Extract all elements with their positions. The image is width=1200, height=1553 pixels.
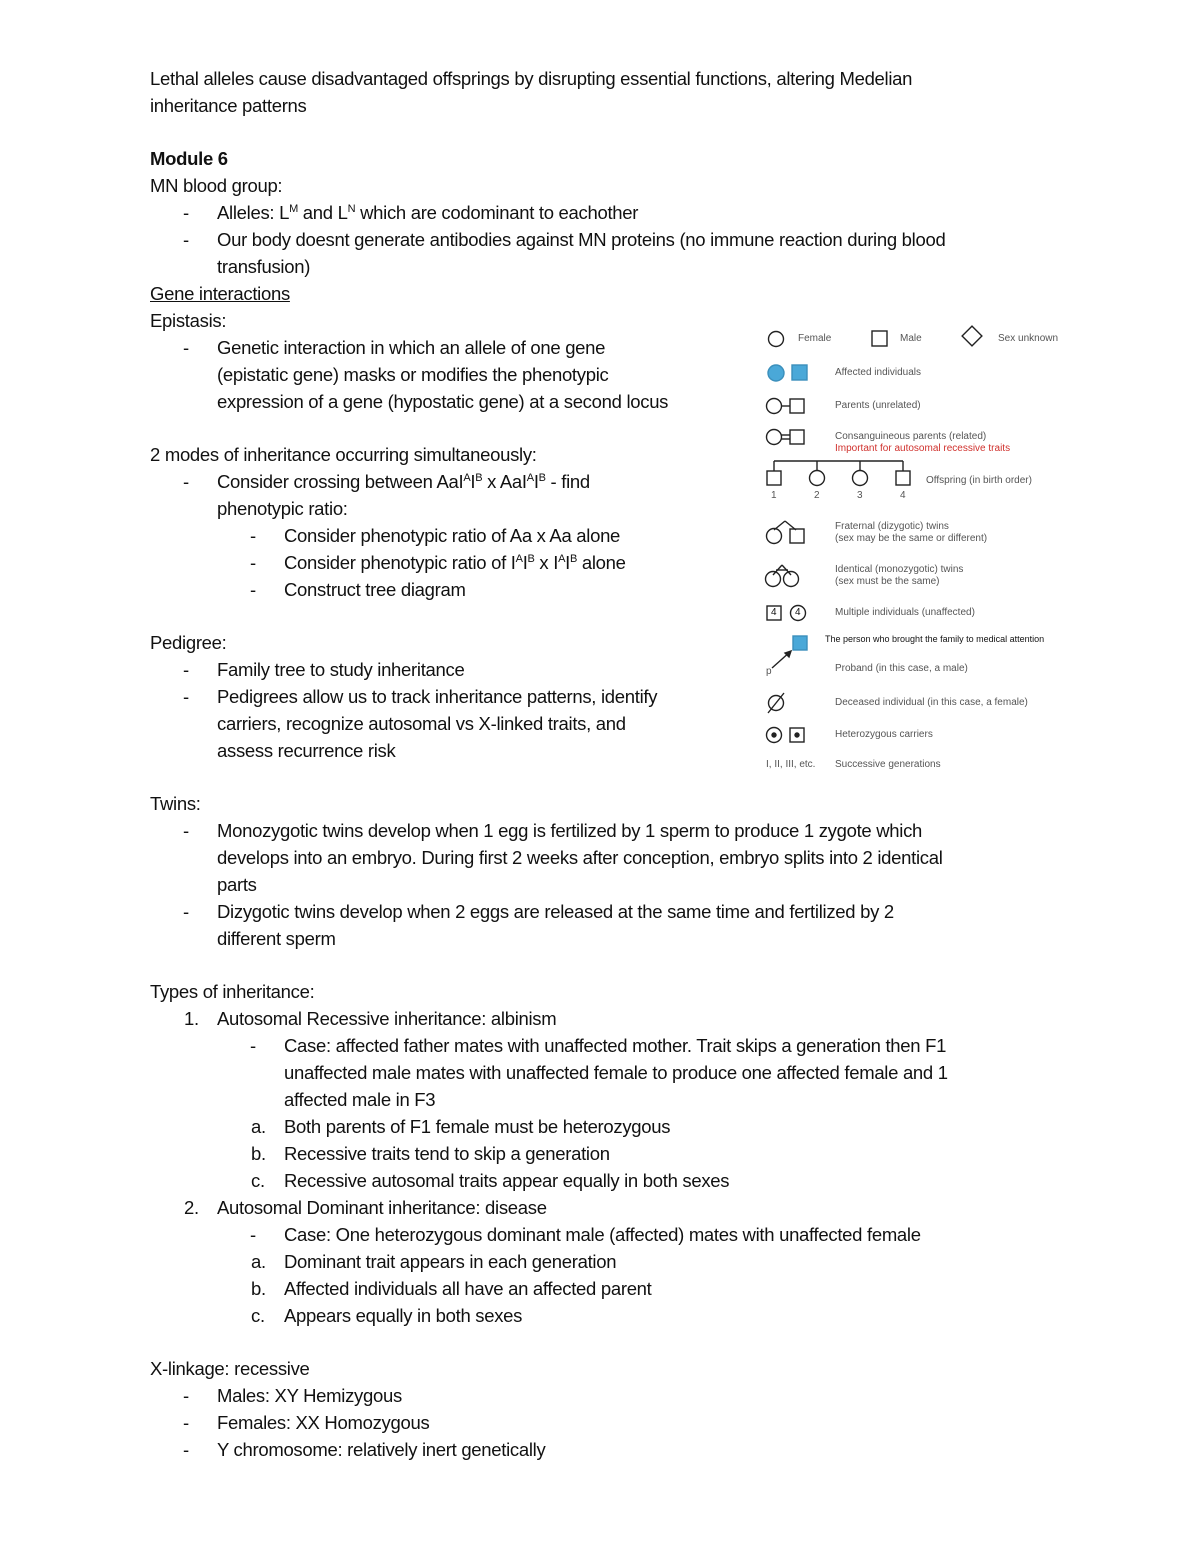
epistasis-heading: Epistasis: [150, 310, 227, 331]
bullet-dash: - [183, 202, 190, 223]
bullet-dash: - [183, 471, 190, 492]
cross-line-2: phenotypic ratio: [217, 498, 348, 519]
modes-heading: 2 modes of inheritance occurring simultaneously: [150, 444, 537, 465]
multiple-number-square: 4 [771, 607, 777, 618]
twins-di-line-2: different sperm [217, 928, 336, 949]
letter-c: c. [251, 1170, 265, 1191]
types-2c: Appears equally in both sexes [284, 1305, 523, 1326]
parent-female-symbol [767, 399, 782, 414]
xlink-b2: Females: XX Homozygous [217, 1412, 430, 1433]
legend-offspring: Offspring (in birth order) [926, 475, 1032, 486]
legend-affected: Affected individuals [835, 367, 921, 378]
case1-line-2: unaffected male mates with unaffected female to produce one affected female and 1 [284, 1062, 948, 1083]
types-item-2: Autosomal Dominant inheritance: disease [217, 1197, 547, 1218]
legend-fraternal-2: (sex may be the same or different) [835, 533, 988, 544]
letter-a: a. [251, 1251, 266, 1272]
xlink-heading: X-linkage: recessive [150, 1358, 310, 1379]
twins-mono-line-1: Monozygotic twins develop when 1 egg is fertilized by 1 sperm to produce 1 zygote which [217, 820, 923, 841]
unknown-sex-symbol [962, 326, 982, 346]
twins-mono-line-3: parts [217, 874, 257, 895]
pedigree-legend-figure [760, 325, 1080, 780]
pedigree-symbols [760, 325, 1080, 780]
offspring-number-4: 4 [900, 490, 906, 501]
bullet-dash: - [183, 686, 190, 707]
types-2a: Dominant trait appears in each generation [284, 1251, 617, 1272]
module-heading: Module 6 [150, 148, 228, 169]
list-number-2: 2. [184, 1197, 199, 1218]
bullet-dash: - [250, 1224, 257, 1245]
offspring-3-symbol [853, 471, 868, 486]
xlink-b3: Y chromosome: relatively inert genetically [217, 1439, 546, 1460]
intro-line-2: inheritance patterns [150, 95, 307, 116]
pedigree-b1: Family tree to study inheritance [217, 659, 465, 680]
letter-c: c. [251, 1305, 265, 1326]
types-1c: Recessive autosomal traits appear equally in both sexes [284, 1170, 730, 1191]
proband-symbol [793, 636, 807, 650]
case1-line-1: Case: affected father mates with unaffected mother. Trait skips a generation then F1 [284, 1035, 947, 1056]
legend-fraternal-1: Fraternal (dizygotic) twins [835, 521, 949, 532]
bullet-dash: - [250, 1035, 257, 1056]
proband-p-label: p [766, 666, 772, 677]
bullet-dash: - [250, 579, 257, 600]
bullet-dash: - [183, 659, 190, 680]
pedigree-b2-line-1: Pedigrees allow us to track inheritance patterns, identify [217, 686, 658, 707]
legend-female: Female [798, 333, 832, 344]
twins-heading: Twins: [150, 793, 201, 814]
bullet-dash: - [250, 525, 257, 546]
multiple-number-circle: 4 [795, 607, 801, 618]
mn-antibodies-line-2: transfusion) [217, 256, 311, 277]
offspring-2-symbol [810, 471, 825, 486]
letter-b: b. [251, 1143, 266, 1164]
case2-line: Case: One heterozygous dominant male (affected) mates with unaffected female [284, 1224, 921, 1245]
legend-identical-2: (sex must be the same) [835, 576, 940, 587]
offspring-1-symbol [767, 471, 781, 485]
bullet-dash: - [183, 1412, 190, 1433]
bullet-dash: - [183, 1385, 190, 1406]
epistasis-def-line-2: (epistatic gene) masks or modifies the phenotypic [217, 364, 609, 385]
pedigree-heading: Pedigree: [150, 632, 227, 653]
legend-generation-numerals: I, II, III, etc. [766, 759, 816, 770]
types-heading: Types of inheritance: [150, 981, 315, 1002]
twins-mono-line-2: develops into an embryo. During first 2 weeks after conception, embryo splits into 2 identical [217, 847, 943, 868]
legend-proband: Proband (in this case, a male) [835, 663, 968, 674]
sub-ab: Consider phenotypic ratio of $I^AI^B$ x $I^AI^B$ alone [284, 552, 626, 573]
epistasis-def-line-1: Genetic interaction in which an allele of one gene [217, 337, 606, 358]
consang-male-symbol [790, 430, 804, 444]
legend-generations: Successive generations [835, 759, 941, 770]
identical-twin-2 [784, 572, 799, 587]
cross-line-1: Consider crossing between $AaI^AI^B$ x $AaI^AI^B$ - find [217, 471, 590, 492]
consang-female-symbol [767, 430, 782, 445]
fraternal-twin-male [790, 529, 804, 543]
legend-sex-unknown: Sex unknown [998, 333, 1059, 344]
male-symbol [872, 331, 887, 346]
parent-male-symbol [790, 399, 804, 413]
bullet-dash: - [183, 1439, 190, 1460]
mn-antibodies-line-1: Our body doesnt generate antibodies against MN proteins (no immune reaction during blood [217, 229, 946, 250]
legend-identical-1: Identical (monozygotic) twins [835, 564, 964, 575]
bullet-dash: - [183, 820, 190, 841]
mn-alleles: Alleles: $L^M$ and $L^N$ which are codominant to eachother [217, 202, 639, 223]
offspring-number-3: 3 [857, 490, 863, 501]
legend-consanguineous: Consanguineous parents (related) [835, 431, 987, 442]
legend-parents: Parents (unrelated) [835, 400, 921, 411]
offspring-number-2: 2 [814, 490, 820, 501]
fraternal-twin-female [767, 529, 782, 544]
epistasis-def-line-3: expression of a gene (hypostatic gene) at a second locus [217, 391, 669, 412]
case1-line-3: affected male in F3 [284, 1089, 436, 1110]
legend-male: Male [900, 333, 922, 344]
types-1b: Recessive traits tend to skip a generation [284, 1143, 610, 1164]
pedigree-b2-line-3: assess recurrence risk [217, 740, 396, 761]
affected-male-symbol [792, 365, 807, 380]
bullet-dash: - [183, 229, 190, 250]
intro-line-1: Lethal alleles cause disadvantaged offsprings by disrupting essential functions, altering Medelian [150, 68, 913, 89]
gene-interactions-heading: Gene interactions [150, 283, 290, 304]
twins-di-line-1: Dizygotic twins develop when 2 eggs are released at the same time and fertilized by 2 [217, 901, 894, 922]
pedigree-b2-line-2: carriers, recognize autosomal vs X-linked traits, and [217, 713, 626, 734]
legend-multiple: Multiple individuals (unaffected) [835, 607, 975, 618]
offspring-number-1: 1 [771, 490, 777, 501]
bullet-dash: - [183, 337, 190, 358]
sub-tree: Construct tree diagram [284, 579, 466, 600]
legend-deceased: Deceased individual (in this case, a female) [835, 697, 1028, 708]
mn-heading: MN blood group: [150, 175, 283, 196]
letter-b: b. [251, 1278, 266, 1299]
list-number-1: 1. [184, 1008, 199, 1029]
legend-proband-note: The person who brought the family to medical attention [825, 634, 1045, 644]
xlink-b1: Males: XY Hemizygous [217, 1385, 402, 1406]
offspring-4-symbol [896, 471, 910, 485]
types-2b: Affected individuals all have an affected parent [284, 1278, 652, 1299]
bullet-dash: - [250, 552, 257, 573]
identical-twin-1 [766, 572, 781, 587]
bullet-dash: - [183, 901, 190, 922]
female-symbol [769, 332, 784, 347]
letter-a: a. [251, 1116, 266, 1137]
legend-carriers: Heterozygous carriers [835, 729, 933, 740]
types-1a: Both parents of F1 female must be heterozygous [284, 1116, 671, 1137]
affected-female-symbol [768, 365, 784, 381]
types-item-1: Autosomal Recessive inheritance: albinism [217, 1008, 557, 1029]
legend-consanguineous-note: Important for autosomal recessive traits [835, 443, 1011, 454]
sub-aa: Consider phenotypic ratio of Aa x Aa alone [284, 525, 621, 546]
